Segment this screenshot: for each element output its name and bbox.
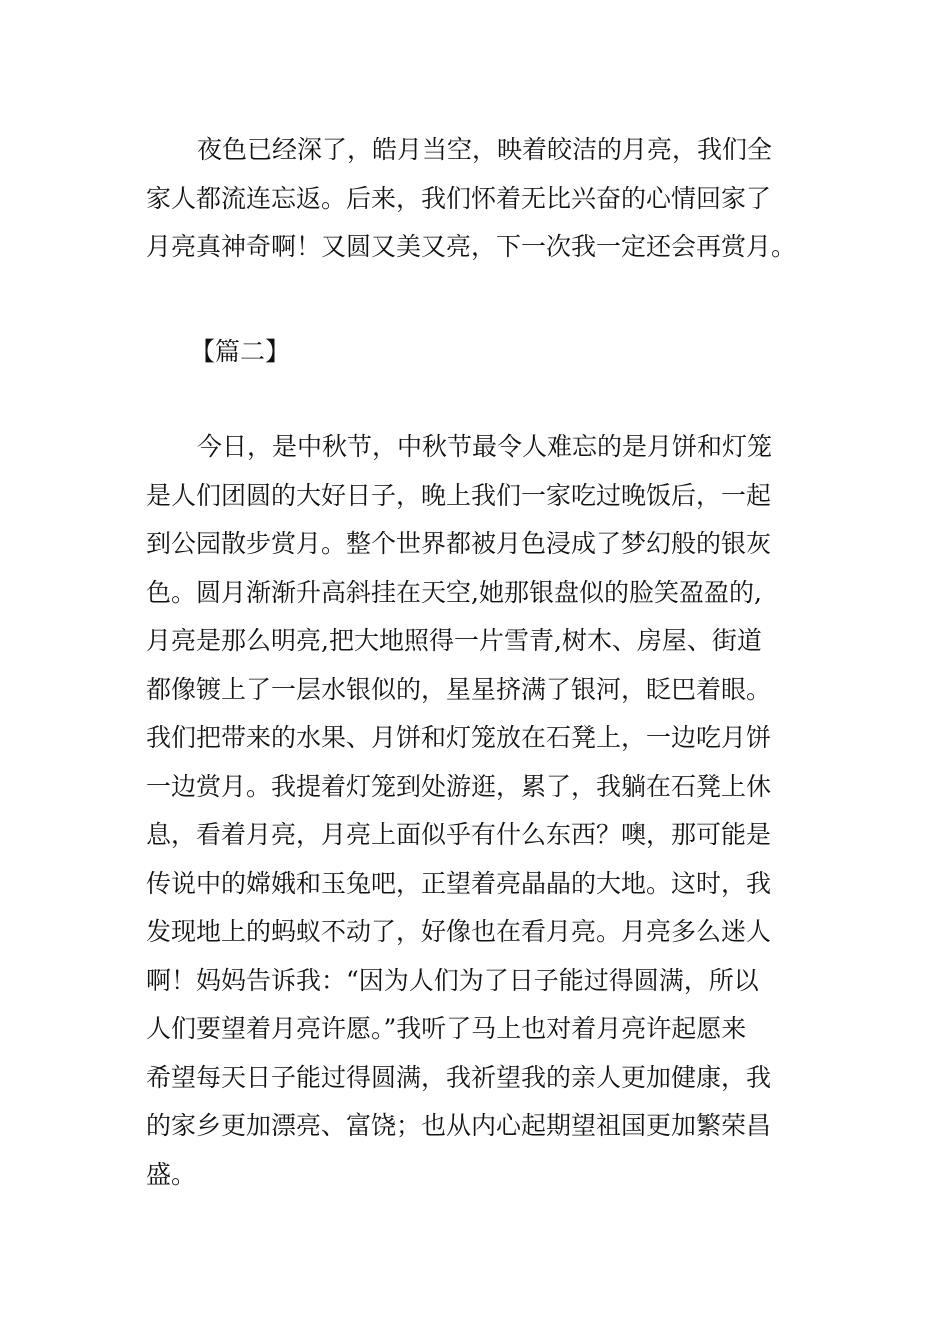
paragraph-line: 都像镀上了一层水银似的，星星挤满了银河，眨巴着眼。	[146, 674, 772, 704]
paragraph-1	[146, 126, 806, 272]
paragraph-line: 的家乡更加漂亮、富饶；也从内心起期望祖国更加繁荣昌	[146, 1111, 772, 1140]
paragraph-line: 盛。	[146, 1159, 197, 1189]
paragraph-line: 今日，是中秋节，中秋节最令人难忘的是月饼和灯笼	[197, 432, 773, 461]
paragraph-line: 息，看着月亮，月亮上面似乎有什么东西？噢，那可能是	[146, 820, 772, 849]
paragraph-line: 我们把带来的水果、月饼和灯笼放在石凳上，一边吃月饼	[146, 723, 772, 752]
paragraph-line: 夜色已经深了，皓月当空，映着皎洁的月亮，我们全	[197, 135, 773, 164]
paragraph-line: 发现地上的蚂蚁不动了，好像也在看月亮。月亮多么迷人	[146, 917, 772, 946]
paragraph-line: 传说中的嫦娥和玉兔吧，正望着亮晶晶的大地。这时，我	[146, 868, 772, 898]
paragraph-line: 色。圆月渐渐升高斜挂在天空,她那银盘似的脸笑盈盈的,	[146, 577, 762, 607]
paragraph-line: 是人们团圆的大好日子，晚上我们一家吃过晚饭后，一起	[146, 480, 772, 510]
section-heading: 【篇二】	[190, 337, 291, 366]
paragraph-line: 月亮真神奇啊！又圆又美又亮，下一次我一定还会再赏月。	[146, 232, 797, 261]
paragraph-2	[146, 423, 806, 1199]
paragraph-line: 到公园散步赏月。整个世界都被月色浸成了梦幻般的银灰	[146, 529, 772, 558]
paragraph-line: 希望每天日子能过得圆满，我祈望我的亲人更加健康，我	[146, 1062, 772, 1092]
paragraph-line: 一边赏月。我提着灯笼到处游逛，累了，我躺在石凳上休	[146, 771, 772, 801]
paragraph-line: 月亮是那么明亮,把大地照得一片雪青,树木、房屋、街道	[146, 626, 762, 655]
paragraph-line: 人们要望着月亮许愿。”我听了马上也对着月亮许起愿来	[146, 1014, 747, 1043]
paragraph-line: 啊！妈妈告诉我：“因为人们为了日子能过得圆满，所以	[146, 965, 759, 995]
paragraph-line: 家人都流连忘返。后来，我们怀着无比兴奋的心情回家了	[146, 183, 772, 213]
